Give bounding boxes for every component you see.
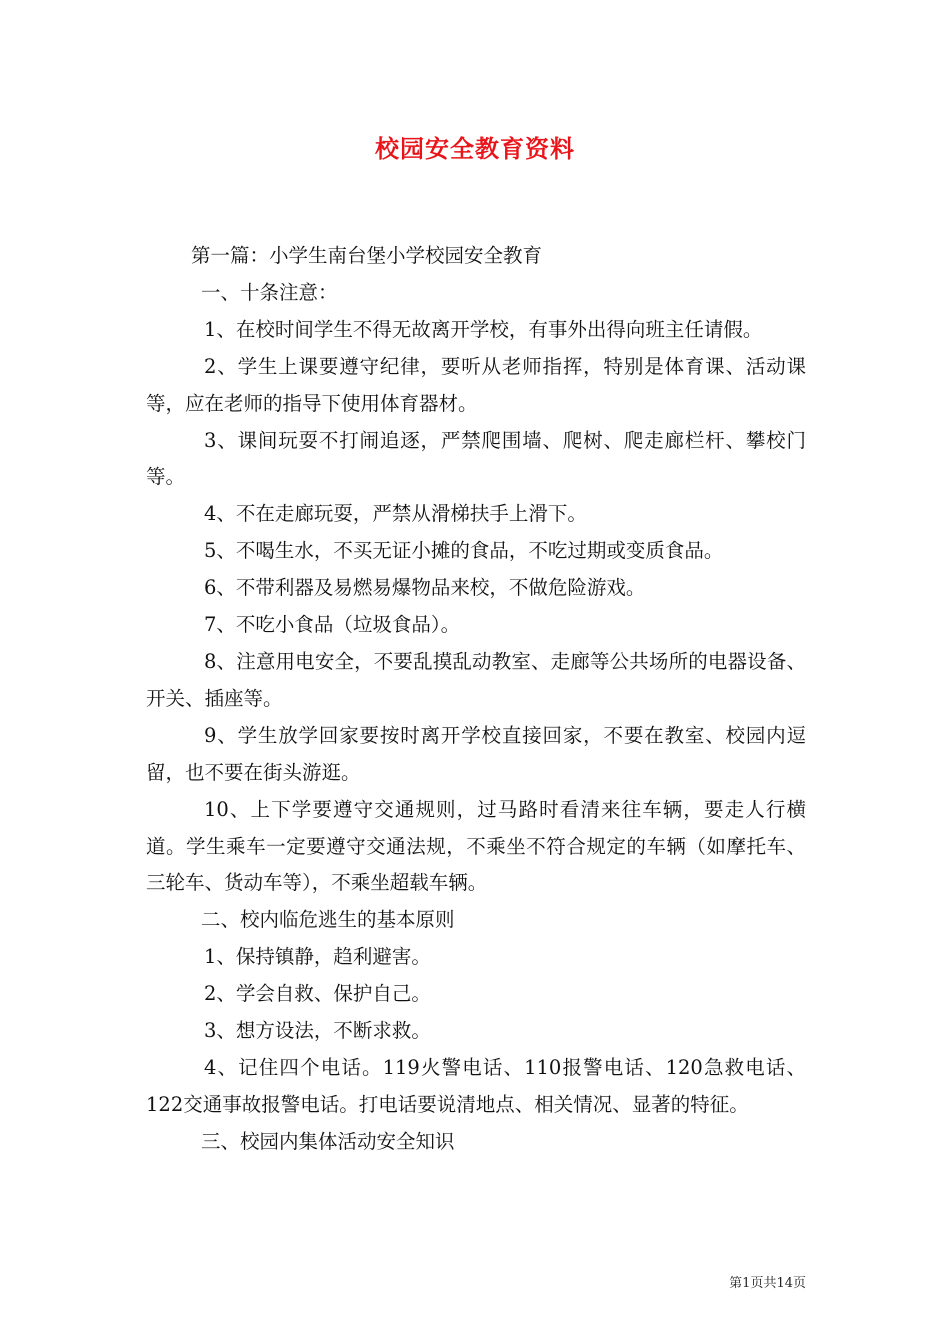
rule-item-6: 6、不带利器及易燃易爆物品来校，不做危险游戏。 (204, 576, 646, 600)
rule-item-5: 5、不喝生水，不买无证小摊的食品，不吃过期或变质食品。 (204, 539, 724, 563)
escape-principle-4: 4、记住四个电话。119火警电话、110报警电话、120急救电话、122交通事故报警电话。打电话要说清地点、相关情况、显著的特征。 (146, 1055, 806, 1116)
rule-item-1: 1、在校时间学生不得无故离开学校，有事外出得向班主任请假。 (204, 317, 763, 341)
document-title: 校园安全教育资料 (375, 134, 575, 163)
rule-item-8: 8、注意用电安全，不要乱摸乱动教室、走廊等公共场所的电器设备、开关、插座等。 (146, 649, 806, 710)
section-heading-3: 三、校园内集体活动安全知识 (201, 1129, 455, 1153)
page-number-indicator: 第1页共14页 (729, 1276, 806, 1291)
escape-principle-3: 3、想方设法，不断求救。 (204, 1019, 431, 1043)
chapter-heading: 第一篇：小学生南台堡小学校园安全教育 (191, 244, 543, 267)
escape-principle-1: 1、保持镇静，趋利避害。 (204, 945, 431, 969)
section-heading-1: 一、十条注意： (201, 280, 338, 304)
section-heading-2: 二、校内临危逃生的基本原则 (201, 908, 455, 932)
rule-item-3: 3、课间玩耍不打闹追逐，严禁爬围墙、爬树、爬走廊栏杆、攀校门等。 (146, 428, 806, 489)
rule-item-2: 2、学生上课要遵守纪律，要听从老师指挥，特别是体育课、活动课等，应在老师的指导下使用体育器材。 (146, 354, 806, 415)
rule-item-9: 9、学生放学回家要按时离开学校直接回家，不要在教室、校园内逗留，也不要在街头游逛。 (146, 723, 806, 784)
rule-item-7: 7、不吃小食品（垃圾食品）。 (204, 613, 461, 637)
document-body (146, 238, 806, 1161)
rule-item-10: 10、上下学要遵守交通规则，过马路时看清来往车辆，要走人行横道。学生乘车一定要遵守交通法规，不乘坐不符合规定的车辆（如摩托车、三轮车、货动车等），不乘坐超载车辆。 (146, 797, 806, 895)
rule-item-4: 4、不在走廊玩耍，严禁从滑梯扶手上滑下。 (204, 502, 587, 526)
escape-principle-2: 2、学会自救、保护自己。 (204, 982, 431, 1006)
